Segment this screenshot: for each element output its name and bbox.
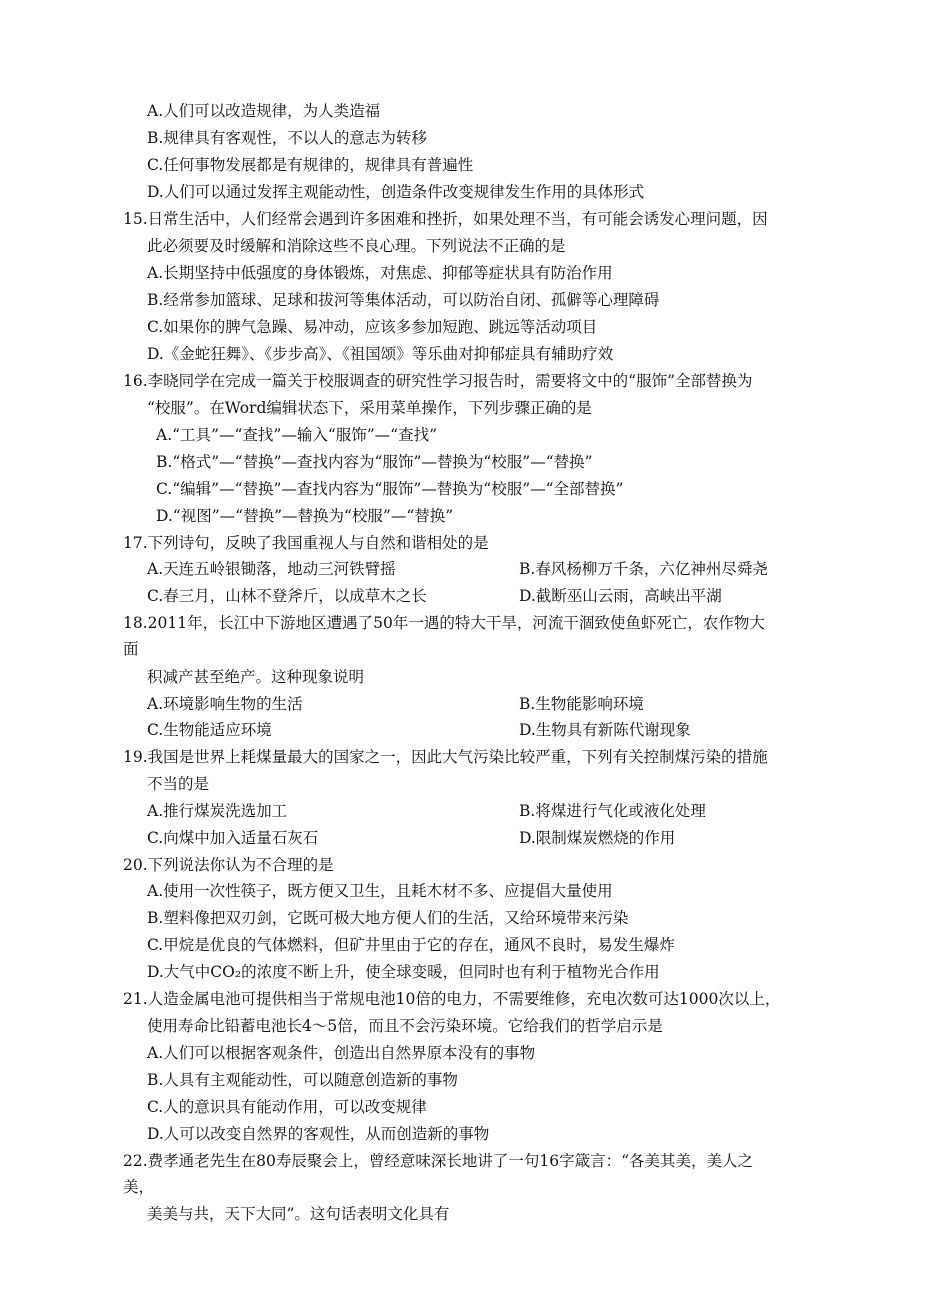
q16-option-b: B.“格式”—“替换”—查找内容为“服饰”—替换为“校服”—“替换” — [156, 453, 593, 471]
q21-option-a: A.人们可以根据客观条件，创造出自然界原本没有的事物 — [147, 1044, 536, 1062]
q17-option-d: D.截断巫山云雨，高峡出平湖 — [519, 587, 722, 605]
q20-option-c: C.甲烷是优良的气体燃料，但矿井里由于它的存在，通风不良时，易发生爆炸 — [147, 936, 675, 954]
q14-option-c: C.任何事物发展都是有规律的，规律具有普遍性 — [147, 156, 474, 174]
q22-stem-line-3: 美美与共，天下大同”。这句话表明文化具有 — [147, 1205, 450, 1223]
q16-stem-line-1: 16.李晓同学在完成一篇关于校服调查的研究性学习报告时，需要将文中的“服饰”全部替换为 — [123, 372, 753, 390]
q21-option-c: C.人的意识具有能动作用，可以改变规律 — [147, 1098, 427, 1116]
q15-option-c: C.如果你的脾气急躁、易冲动，应该多参加短跑、跳远等活动项目 — [147, 318, 598, 336]
q14-option-d: D.人们可以通过发挥主观能动性，创造条件改变规律发生作用的具体形式 — [147, 183, 645, 201]
q15-option-b: B.经常参加篮球、足球和拔河等集体活动，可以防治自闭、孤僻等心理障碍 — [147, 291, 660, 309]
q18-option-d: D.生物具有新陈代谢现象 — [519, 721, 691, 739]
q17-option-c: C.春三月，山林不登斧斤，以成草木之长 — [147, 587, 427, 605]
q14-option-b: B.规律具有客观性，不以人的意志为转移 — [147, 129, 427, 147]
q18-option-b: B.生物能影响环境 — [519, 695, 644, 713]
q19-option-a: A.推行煤炭洗选加工 — [147, 802, 288, 820]
q16-option-d: D.“视图”—“替换”—替换为“校服”—“替换” — [156, 507, 454, 525]
q16-option-a: A.“工具”—“查找”—输入“服饰”—“查找” — [156, 426, 438, 444]
q22-stem-line-1: 22.费孝通老先生在80寿辰聚会上，曾经意味深长地讲了一句16字箴言：“各美其美，美人之 — [123, 1152, 754, 1170]
q16-option-c: C.“编辑”—“替换”—查找内容为“服饰”—替换为“校服”—“全部替换” — [156, 480, 624, 498]
q17-stem: 17.下列诗句，反映了我国重视人与自然和谐相处的是 — [123, 534, 489, 552]
q19-option-b: B.将煤进行气化或液化处理 — [519, 802, 706, 820]
q19-option-d: D.限制煤炭燃烧的作用 — [519, 829, 676, 847]
q15-stem-line-2: 此必须要及时缓解和消除这些不良心理。下列说法不正确的是 — [147, 237, 566, 255]
q14-option-a: A.人们可以改造规律，为人类造福 — [147, 102, 381, 120]
q21-stem-line-2: 使用寿命比铅蓄电池长4～5倍，而且不会污染环境。它给我们的哲学启示是 — [147, 1017, 663, 1035]
q21-stem-line-1: 21.人造金属电池可提供相当于常规电池10倍的电力，不需要维修，充电次数可达1000次以上， — [123, 990, 781, 1008]
q16-stem-line-2: “校服”。在Word编辑状态下，采用菜单操作，下列步骤正确的是 — [147, 399, 592, 417]
q21-option-d: D.人可以改变自然界的客观性，从而创造新的事物 — [147, 1125, 490, 1143]
q15-stem-line-1: 15.日常生活中，人们经常会遇到许多困难和挫折，如果处理不当，有可能会诱发心理问题，因 — [123, 210, 768, 228]
q18-stem-line-3: 积减产甚至绝产。这种现象说明 — [147, 668, 365, 686]
q15-option-d: D.《金蛇狂舞》、《步步高》、《祖国颂》等乐曲对抑郁症具有辅助疗效 — [147, 345, 614, 363]
q19-stem-line-1: 19.我国是世界上耗煤量最大的国家之一，因此大气污染比较严重，下列有关控制煤污染的措施 — [123, 748, 768, 766]
q22-stem-line-2: 美， — [123, 1178, 155, 1196]
q20-option-a: A.使用一次性筷子，既方便又卫生，且耗木材不多、应提倡大量使用 — [147, 882, 613, 900]
q19-option-c: C.向煤中加入适量石灰石 — [147, 829, 319, 847]
q21-option-b: B.人具有主观能动性，可以随意创造新的事物 — [147, 1071, 458, 1089]
q17-option-b: B.春风杨柳万千条，六亿神州尽舜尧 — [519, 560, 768, 578]
q18-stem-line-2: 面 — [123, 640, 139, 658]
q20-option-b: B.塑料像把双刃剑，它既可极大地方便人们的生活，又给环境带来污染 — [147, 909, 629, 927]
q18-option-c: C.生物能适应环境 — [147, 721, 272, 739]
q18-stem-line-1: 18.2011年，长江中下游地区遭遇了50年一遇的特大干旱，河流干涸致使鱼虾死亡，农作物大 — [123, 614, 765, 632]
q19-stem-line-2: 不当的是 — [147, 775, 210, 793]
q20-stem: 20.下列说法你认为不合理的是 — [123, 856, 334, 874]
q18-option-a: A.环境影响生物的生活 — [147, 695, 303, 713]
q15-option-a: A.长期坚持中低强度的身体锻炼，对焦虑、抑郁等症状具有防治作用 — [147, 264, 613, 282]
q17-option-a: A.天连五岭银锄落，地动三河铁臂摇 — [147, 560, 396, 578]
q20-option-d: D.大气中CO₂的浓度不断上升，使全球变暖，但同时也有利于植物光合作用 — [147, 963, 660, 981]
